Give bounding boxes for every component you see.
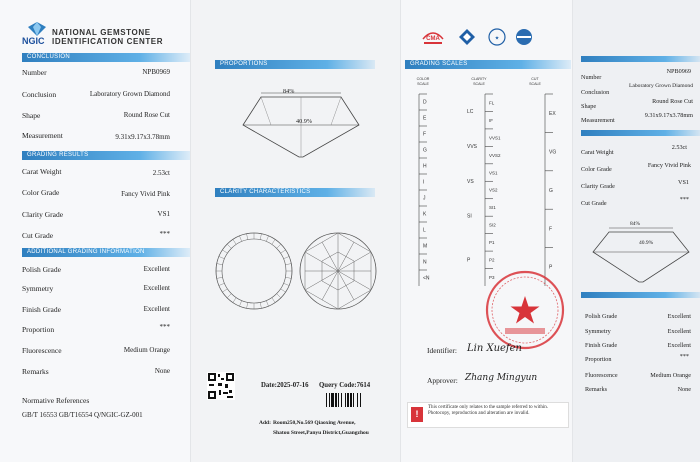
qr-code-icon (207, 372, 235, 400)
summary-band-mid (581, 130, 700, 136)
shape-value: Round Rose Cut (123, 111, 170, 119)
cma-mark-icon (421, 27, 445, 47)
clarity-grade-SI1: SI1 (489, 205, 496, 211)
summary-proportion-label: Proportion (585, 356, 612, 363)
org-name-line1: NATIONAL GEMSTONE (52, 28, 151, 37)
identifier-signature: Lin Xuefen (467, 343, 522, 354)
clarity-grade-VS1: VS1 (489, 170, 498, 176)
summary-measurement-value: 9.31x9.17x3.78mm (644, 112, 693, 119)
color-grade-G: G (423, 147, 427, 154)
color-scale-title: COLOR (416, 77, 430, 81)
cnas-mark-icon (457, 27, 477, 47)
summary-number-label: Number (581, 74, 602, 81)
color-label: Color Grade (22, 188, 60, 197)
identifier-label: Identifier: (427, 346, 457, 355)
color-grade-M: M (423, 243, 428, 250)
color-grade-J: J (423, 195, 426, 202)
shape-label: Shape (22, 111, 41, 120)
clarity-plot-side-icon (213, 230, 295, 312)
ngic-abbr: NGIC (22, 36, 45, 46)
clarity-group-P: P (467, 257, 471, 264)
summary-cut-value: *** (679, 196, 689, 203)
panel-summary (572, 0, 700, 462)
number-label: Number (22, 68, 47, 77)
report-date: Date:2025-07-16 (261, 382, 309, 389)
conclusion-value: Laboratory Grown Diamond (89, 90, 170, 98)
carat-label: Carat Weight (22, 167, 62, 176)
fluorescence-label: Fluorescence (22, 346, 62, 355)
panel-proportions (190, 0, 401, 462)
query-code: Query Code:7614 (319, 382, 371, 389)
clarity-grade-VVS2: VVS2 (489, 152, 501, 158)
section-additional: ADDITIONAL GRADING INFORMATION (22, 248, 190, 257)
color-scale-title: SCALE (417, 82, 429, 86)
notice-text: This certificate only relates to the sample referred to within. Photocopy, reproduction and alteration are invalid. (428, 405, 548, 416)
summary-polish-label: Polish Grade (585, 313, 618, 320)
summary-clarity-label: Clarity Grade (581, 183, 615, 190)
summary-finish-value: Excellent (667, 342, 691, 349)
address-label: Add: (259, 420, 271, 426)
remarks-value: None (154, 367, 170, 375)
summary-cut-label: Cut Grade (581, 200, 607, 207)
summary-symmetry-label: Symmetry (585, 328, 611, 335)
summary-remarks-label: Remarks (585, 386, 607, 393)
summary-depth-percent: 40.9% (639, 240, 654, 246)
panel-grading-scales (400, 0, 573, 462)
clarity-label: Clarity Grade (22, 210, 64, 219)
summary-fluorescence-label: Fluorescence (585, 372, 618, 379)
summary-symmetry-value: Excellent (667, 328, 691, 335)
summary-carat-label: Carat Weight (581, 149, 614, 156)
summary-proportion-diagram (591, 222, 691, 284)
warning-icon: ! (411, 407, 423, 422)
summary-measurement-label: Measurement (581, 117, 615, 124)
clarity-group-SI: SI (467, 213, 472, 220)
official-seal-icon (483, 268, 567, 352)
approver-signature: Zhang Mingyun (465, 373, 538, 383)
symmetry-value: Excellent (143, 284, 170, 292)
ngic-logo-icon (28, 22, 46, 36)
summary-number-value: NPB0969 (666, 68, 691, 75)
ilac-mark-icon (487, 27, 507, 47)
org-name-line2: IDENTIFICATION CENTER (52, 37, 164, 46)
clarity-value: VS1 (157, 210, 170, 218)
summary-table-percent: 84% (630, 221, 641, 227)
summary-carat-value: 2.53ct (671, 144, 687, 151)
notice-box (407, 402, 569, 428)
cut-label: Cut Grade (22, 231, 54, 240)
section-grading-results: GRADING RESULTS (22, 151, 190, 160)
section-grading-scales: GRADING SCALES (405, 60, 571, 69)
summary-fluorescence-value: Medium Orange (650, 372, 691, 379)
color-grade-N: N (423, 259, 427, 266)
cut-scale-title: CUT (531, 77, 539, 81)
clarity-grade-SI2: SI2 (489, 222, 496, 228)
summary-color-value: Fancy Vivid Pink (647, 162, 691, 169)
clarity-grade-FL: FL (489, 100, 495, 106)
section-clarity-characteristics: CLARITY CHARACTERISTICS (215, 188, 375, 197)
clarity-grade-P2: P2 (489, 257, 495, 263)
table-percent: 84% (283, 88, 295, 95)
proportion-label: Proportion (22, 325, 55, 334)
summary-polish-value: Excellent (667, 313, 691, 320)
cut-grade-EX: EX (549, 111, 556, 118)
panel-main-results (0, 0, 190, 462)
summary-band-bottom (581, 292, 700, 298)
barcode-icon (326, 393, 378, 407)
address-line1: Room250,No.569 Qiaoxing Avenue, (273, 420, 356, 426)
color-value: Fancy Vivid Pink (121, 190, 170, 198)
clarity-group-VS: VS (467, 178, 474, 185)
cut-scale-title: SCALE (529, 82, 541, 86)
clarity-group-VVS: VVS (467, 143, 478, 150)
cut-grade-P: P (549, 264, 553, 271)
clarity-scale-title: SCALE (473, 82, 485, 86)
remarks-label: Remarks (22, 367, 49, 376)
carat-value: 2.53ct (152, 169, 170, 177)
summary-remarks-value: None (677, 386, 691, 393)
summary-shape-value: Round Rose Cut (652, 98, 693, 105)
symmetry-label: Symmetry (22, 284, 54, 293)
references-codes: GB/T 16553 GB/T16554 Q/NGIC-GZ-001 (22, 411, 143, 419)
cnas-logo-icon (514, 27, 534, 47)
section-proportions: PROPORTIONS (215, 60, 375, 69)
cut-grade-F: F (549, 226, 553, 233)
finish-label: Finish Grade (22, 305, 61, 314)
depth-percent: 40.9% (296, 118, 312, 125)
summary-conclusion-label: Conclusion (581, 89, 610, 96)
svg-text:CMA: CMA (426, 36, 440, 42)
color-grade-L: L (423, 227, 426, 234)
svg-text:★: ★ (494, 35, 500, 42)
polish-label: Polish Grade (22, 265, 61, 274)
clarity-scale-title: CLARITY (471, 77, 487, 81)
references-title: Normative References (22, 396, 90, 405)
color-grade-F: F (423, 131, 427, 138)
color-grade-D: D (423, 99, 427, 106)
cut-value: *** (159, 230, 170, 238)
clarity-plot-top-icon (297, 230, 379, 312)
color-grade-I: I (423, 179, 425, 186)
fluorescence-value: Medium Orange (123, 346, 170, 354)
section-conclusion: CONCLUSION (22, 53, 190, 62)
color-grade-<N: <N (423, 275, 430, 282)
grading-scales-chart (409, 76, 569, 291)
clarity-grade-VS2: VS2 (489, 187, 498, 193)
summary-color-label: Color Grade (581, 166, 612, 173)
summary-finish-label: Finish Grade (585, 342, 618, 349)
clarity-grade-IF: IF (489, 117, 493, 123)
color-grade-K: K (423, 211, 427, 218)
polish-value: Excellent (143, 265, 170, 273)
color-grade-E: E (423, 115, 427, 122)
measurement-label: Measurement (22, 131, 63, 140)
summary-clarity-value: VS1 (677, 179, 689, 186)
approver-label: Approver: (427, 376, 458, 385)
summary-band-top (581, 56, 700, 62)
clarity-group-LC: LC (467, 108, 474, 115)
proportion-value: *** (159, 323, 170, 331)
clarity-grade-VVS1: VVS1 (489, 135, 501, 141)
summary-shape-label: Shape (581, 103, 597, 110)
summary-conclusion-value: Laboratory Grown Diamond (628, 83, 693, 89)
measurement-value: 9.31x9.17x3.78mm (115, 133, 170, 141)
number-value: NPB0969 (142, 68, 170, 76)
conclusion-label: Conclusion (22, 90, 57, 99)
summary-proportion-value: *** (679, 353, 689, 360)
color-grade-H: H (423, 163, 427, 170)
clarity-grade-P1: P1 (489, 240, 495, 246)
clarity-grade-P3: P3 (489, 275, 495, 281)
cut-grade-G: G (549, 187, 553, 194)
finish-value: Excellent (143, 305, 170, 313)
address-line2: Shatou Street,Panyu District,Guangzhou (273, 430, 369, 436)
cut-grade-VG: VG (549, 149, 557, 156)
